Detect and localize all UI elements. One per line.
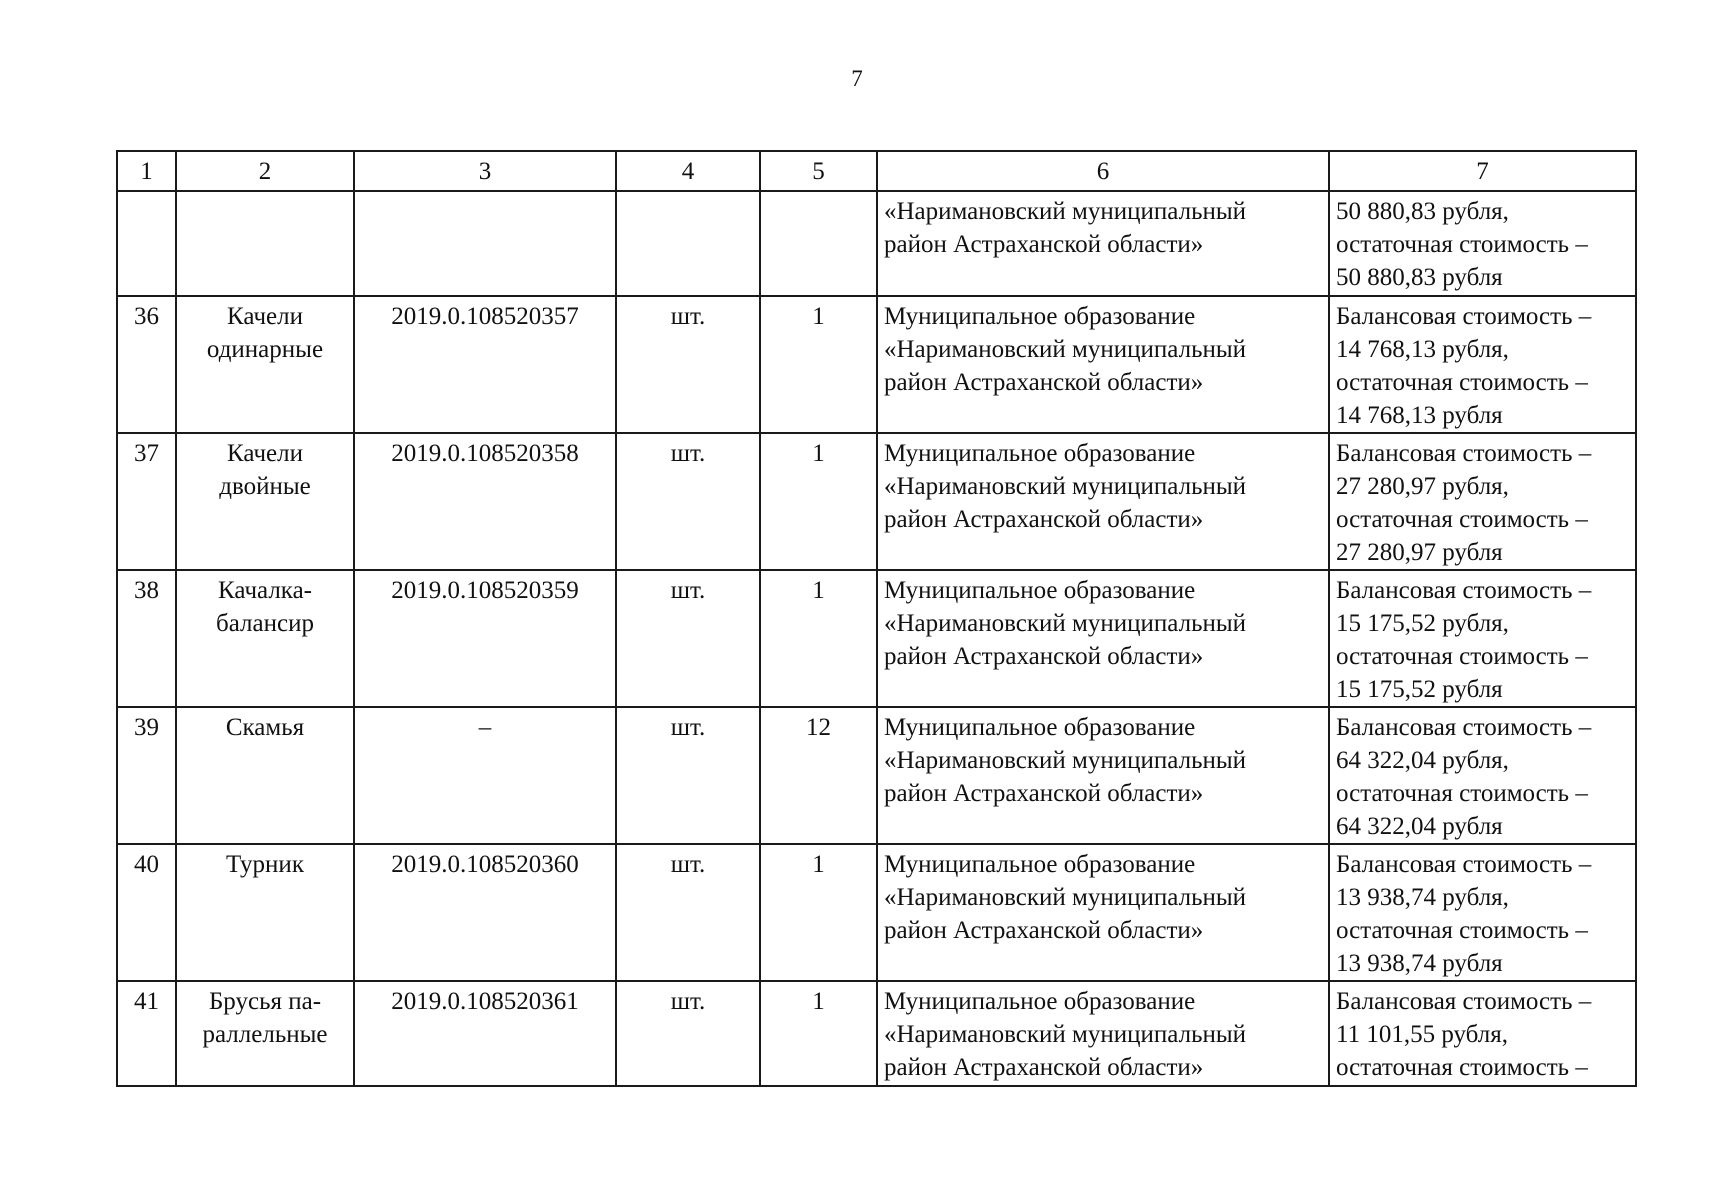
- cell-quantity: 12: [760, 707, 877, 844]
- cost-line: остаточная стоимость –: [1336, 780, 1588, 807]
- table-row: [117, 844, 1636, 981]
- name-line: двойные: [219, 473, 311, 500]
- cell-name: [176, 707, 354, 844]
- cost-line: Балансовая стоимость –: [1336, 988, 1592, 1015]
- cell-inventory: 2019.0.108520359: [354, 570, 616, 707]
- table-row: [117, 296, 1636, 433]
- header-cell: 2: [176, 151, 354, 191]
- cell-quantity: [760, 191, 877, 296]
- owner-line: Муниципальное образование: [884, 714, 1196, 741]
- cost-line: 15 175,52 рубля: [1336, 676, 1503, 703]
- cell-name: [176, 981, 354, 1086]
- cell-inventory: 2019.0.108520360: [354, 844, 616, 981]
- cell-cost: [1329, 981, 1636, 1086]
- cost-line: 13 938,74 рубля: [1336, 950, 1503, 977]
- cell-quantity: 1: [760, 570, 877, 707]
- cell-owner: [877, 191, 1329, 296]
- cost-line: остаточная стоимость –: [1336, 231, 1588, 258]
- owner-line: район Астраханской области»: [884, 369, 1204, 396]
- cell-number: 36: [117, 296, 176, 433]
- name-line: Качалка-: [218, 577, 312, 604]
- name-line: Качели: [227, 440, 303, 467]
- cell-inventory: 2019.0.108520357: [354, 296, 616, 433]
- owner-line: район Астраханской области»: [884, 231, 1204, 258]
- owner-line: «Наримановский муниципальный: [884, 1021, 1247, 1048]
- owner-line: район Астраханской области»: [884, 917, 1204, 944]
- cost-line: 27 280,97 рубля,: [1336, 473, 1509, 500]
- cost-line: 27 280,97 рубля: [1336, 539, 1503, 566]
- owner-line: «Наримановский муниципальный: [884, 747, 1247, 774]
- cell-quantity: 1: [760, 296, 877, 433]
- name-line: Брусья па-: [208, 988, 322, 1015]
- cost-line: остаточная стоимость –: [1336, 917, 1588, 944]
- cost-line: Балансовая стоимость –: [1336, 440, 1592, 467]
- table-row: [117, 981, 1636, 1086]
- name-line: балансир: [216, 610, 314, 637]
- cost-line: Балансовая стоимость –: [1336, 851, 1592, 878]
- cell-cost: [1329, 433, 1636, 570]
- cell-cost: [1329, 570, 1636, 707]
- page-number: 7: [851, 66, 863, 91]
- header-cell: 5: [760, 151, 877, 191]
- cell-quantity: 1: [760, 844, 877, 981]
- cell-owner: [877, 981, 1329, 1086]
- cell-name: [176, 191, 354, 296]
- cell-unit: шт.: [616, 296, 760, 433]
- cell-name: [176, 570, 354, 707]
- cost-line: остаточная стоимость –: [1336, 506, 1588, 533]
- cost-line: Балансовая стоимость –: [1336, 714, 1592, 741]
- cell-owner: [877, 433, 1329, 570]
- cost-line: Балансовая стоимость –: [1336, 577, 1592, 604]
- cell-number: [117, 191, 176, 296]
- owner-line: Муниципальное образование: [884, 577, 1196, 604]
- cost-line: 11 101,55 рубля,: [1336, 1021, 1508, 1048]
- owner-line: «Наримановский муниципальный: [884, 473, 1247, 500]
- table-header-row: [117, 151, 1636, 191]
- cell-unit: шт.: [616, 981, 760, 1086]
- cell-cost: [1329, 844, 1636, 981]
- table-row: [117, 570, 1636, 707]
- owner-line: Муниципальное образование: [884, 440, 1196, 467]
- cost-line: 14 768,13 рубля: [1336, 402, 1503, 429]
- header-cell: 1: [117, 151, 176, 191]
- cost-line: 13 938,74 рубля,: [1336, 884, 1509, 911]
- cell-unit: шт.: [616, 844, 760, 981]
- name-line: одинарные: [206, 336, 324, 363]
- header-cell: 7: [1329, 151, 1636, 191]
- cost-line: 50 880,83 рубля: [1336, 264, 1503, 291]
- cell-unit: шт.: [616, 570, 760, 707]
- table-row-continuation: [117, 191, 1636, 296]
- owner-line: район Астраханской области»: [884, 1054, 1204, 1081]
- name-line: Качели: [227, 303, 303, 330]
- owner-line: район Астраханской области»: [884, 780, 1204, 807]
- cost-line: 64 322,04 рубля: [1336, 813, 1503, 840]
- cell-number: 37: [117, 433, 176, 570]
- cell-quantity: 1: [760, 981, 877, 1086]
- table-row: [117, 433, 1636, 570]
- cost-line: 15 175,52 рубля,: [1336, 610, 1509, 637]
- cell-number: 39: [117, 707, 176, 844]
- header-cell: 4: [616, 151, 760, 191]
- owner-line: «Наримановский муниципальный: [884, 610, 1247, 637]
- header-cell: 6: [877, 151, 1329, 191]
- name-line: Скамья: [225, 714, 305, 741]
- owner-line: район Астраханской области»: [884, 643, 1204, 670]
- cell-owner: [877, 296, 1329, 433]
- cost-line: 64 322,04 рубля,: [1336, 747, 1509, 774]
- cell-owner: [877, 844, 1329, 981]
- cell-name: [176, 296, 354, 433]
- cost-line: 14 768,13 рубля,: [1336, 336, 1509, 363]
- owner-line: «Наримановский муниципальный: [884, 336, 1247, 363]
- cell-inventory: [354, 191, 616, 296]
- cost-line: остаточная стоимость –: [1336, 643, 1588, 670]
- cost-line: остаточная стоимость –: [1336, 1054, 1588, 1081]
- table-row: [117, 707, 1636, 844]
- cell-name: [176, 433, 354, 570]
- cost-line: 50 880,83 рубля,: [1336, 198, 1509, 225]
- owner-line: «Наримановский муниципальный: [884, 198, 1247, 225]
- cell-name: [176, 844, 354, 981]
- cell-inventory: –: [354, 707, 616, 844]
- owner-line: Муниципальное образование: [884, 303, 1196, 330]
- cell-owner: [877, 570, 1329, 707]
- cell-number: 40: [117, 844, 176, 981]
- owner-line: район Астраханской области»: [884, 506, 1204, 533]
- cell-number: 41: [117, 981, 176, 1086]
- cell-unit: [616, 191, 760, 296]
- cell-cost: [1329, 296, 1636, 433]
- cell-unit: шт.: [616, 707, 760, 844]
- cell-cost: [1329, 191, 1636, 296]
- name-line: раллельные: [202, 1021, 328, 1048]
- cell-inventory: 2019.0.108520358: [354, 433, 616, 570]
- cell-number: 38: [117, 570, 176, 707]
- cell-owner: [877, 707, 1329, 844]
- cost-line: остаточная стоимость –: [1336, 369, 1588, 396]
- owner-line: Муниципальное образование: [884, 851, 1196, 878]
- header-cell: 3: [354, 151, 616, 191]
- owner-line: Муниципальное образование: [884, 988, 1196, 1015]
- cost-line: Балансовая стоимость –: [1336, 303, 1592, 330]
- name-line: Турник: [226, 851, 304, 878]
- cell-inventory: 2019.0.108520361: [354, 981, 616, 1086]
- cell-quantity: 1: [760, 433, 877, 570]
- cell-cost: [1329, 707, 1636, 844]
- owner-line: «Наримановский муниципальный: [884, 884, 1247, 911]
- cell-unit: шт.: [616, 433, 760, 570]
- property-table: [116, 150, 1637, 1087]
